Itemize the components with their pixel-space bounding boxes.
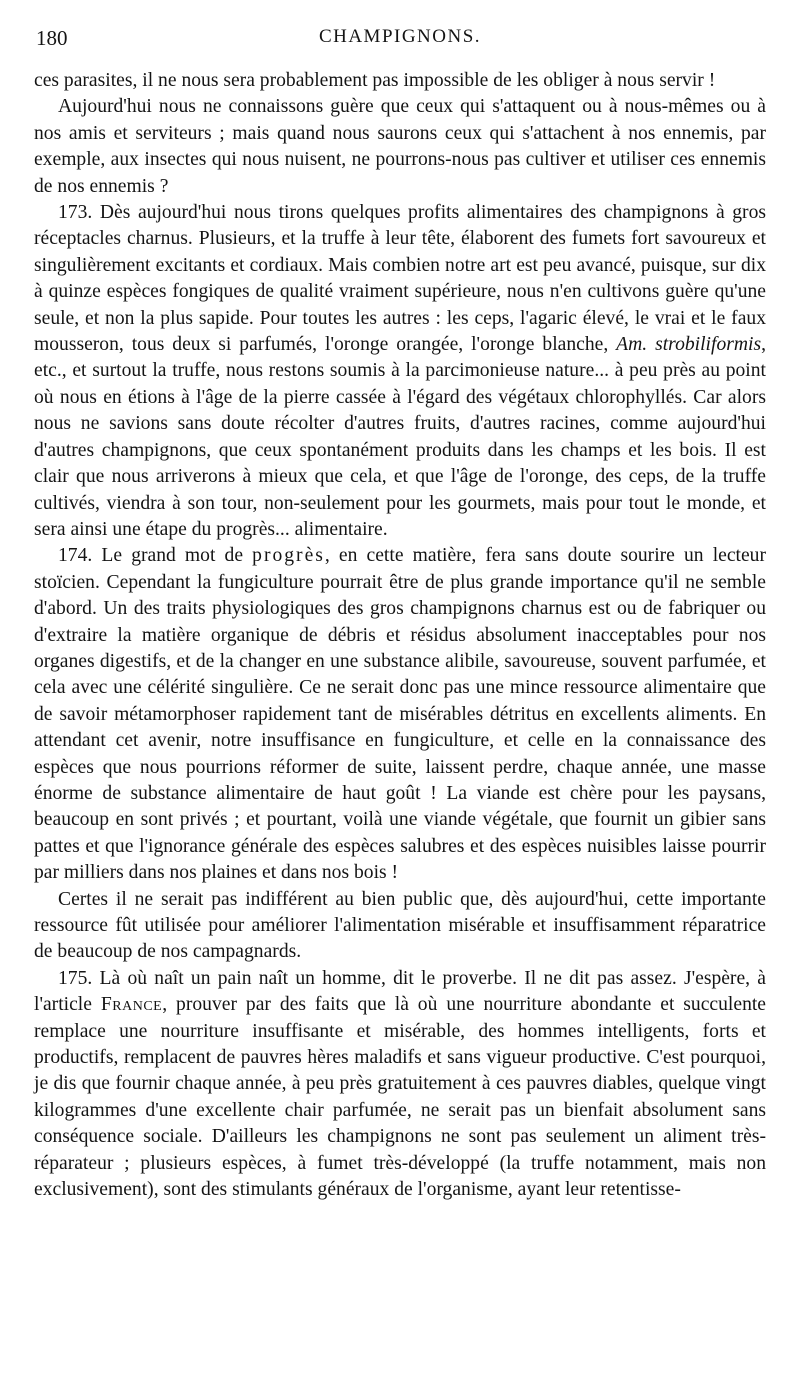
paragraph-continuation: ces parasites, il ne nous sera probablement pas impossible de les obliger à nous servir ! [34,70,716,91]
page-number: 180 [36,26,68,50]
emphasis-spaced: progrès [252,545,325,567]
running-head: CHAMPIGNONS. [318,26,482,47]
text-run: , prouver par des faits que là où une nourriture abondante et succulente remplace une nourriture insuffisante et misérable, des hommes intelligents, forts et productifs, remplacent de pauvres hères maladifs et sans vigueur productive. C'est pourquoi, je dis que fournir chaque année, à peu près gratuitement à ces pauvres diables, quelque vingt kilogrammes d'une excellente chair parfumée, ne serait pas un bienfait absolument sans conséquence sociale. D'ailleurs les champignons ne sont pas seulement un aliment très-réparateur ; plusieurs espèces, à fumet très-développé (la truffe notamment, mais non exclusivement), sont des stimulants généraux de l'organisme, ayant leur retentisse- [34,994,767,1201]
text-run: , etc., et surtout la truffe, nous restons soumis à la parcimonieuse nature... à peu près au point où nous en étions à l'âge de la pierre cassée à l'égard des végétaux chlorophyllés. Car alors nous ne savions sans doute récolter d'autres fruits, d'autres racines, comme aujourd'hui d'autres champignons, que ceux spontanément produits dans les champs et les bois. Il est clair que nous arriverons à mieux que cela, et que l'âge de l'oronge, des ceps, de la truffe cultivés, viendra à son tour, non-seulement pour les gourmets, mais pour tout le monde, et sera ainsi une étape du progrès... alimentaire. [34,334,766,540]
text-run: , en cette matière, fera sans doute sourire un lecteur stoïcien. Cependant la fungiculture pourrait être de plus grande importance qu'il ne semble d'abord. Un des traits physiologiques des gros champignons charnus est ou de fabriquer ou d'extraire la matière organique de débris et résidus absolument inacceptables pour nos organes digestifs, et de la changer en une substance alibile, savoureuse, souvent parfumée, et cela avec une célérité singulière. Ce ne serait donc pas une mince ressource alimentaire que de savoir métamorphoser rapidement tant de misérables détritus en excellents aliments. En attendant cet avenir, notre insuffisance en fungiculture, et celle en la connaissance des espèces que nous pourrions réformer de suite, laissent perdre, chaque année, une masse énorme de substance alimentaire de haut goût ! La viande est chère pour les paysans, beaucoup en sont privés ; et pourtant, voilà une viande végétale, que fournit un gibier sans pattes et que l'ignorance générale des espèces salubres et des espèces nuisibles laisse pourrir par milliers dans nos plaines et dans nos bois ! [34,545,766,884]
article-reference: France [100,994,163,1016]
page-header [34,26,766,56]
paragraph-175 [34,966,766,1204]
text-run: 174. Le grand mot de [58,545,244,567]
paragraph: Certes il ne serait pas indifférent au bien public que, dès aujourd'hui, cette importante ressource fût utilisée pour améliorer l'alimentation misérable et insuffisamment réparatrice de beaucoup de nos campagnards. [34,888,766,963]
paragraph: Aujourd'hui nous ne connaissons guère que ceux qui s'attaquent ou à nous-mêmes ou à nos amis et serviteurs ; mais quand nous saurons ceux qui s'attachent à nos ennemis, par exemple, aux insectes qui nous nuisent, ne pourrons-nous pas cultiver et utiliser ces ennemis de nos ennemis ? [34,96,766,197]
paragraph-174 [34,543,766,886]
text-run: 175. Là où naît un pain naît un homme, dit le proverbe. Il ne dit pas assez. J'espère, à l'article [34,967,766,1016]
body-text [34,68,766,1203]
text-run: 173. Dès aujourd'hui nous tirons quelques profits alimentaires des champignons à gros réceptacles charnus. Plusieurs, et la truffe à leur tête, élaborent des fumets fort savoureux et singulièrement excitants et cordiaux. Mais combien notre art est peu avancé, puisque, sur dix à quinze espèces fongiques de qualité vraiment supérieure, nous n'en cultivons guère qu'une seule, et non la plus sapide. Pour toutes les autres : les ceps, l'agaric élevé, le vrai et le faux mousseron, tous deux si parfumés, l'oronge orangée, l'oronge blanche, [34,202,766,356]
species-name: Am. strobiliformis [616,334,762,356]
paragraph-173 [34,200,766,543]
